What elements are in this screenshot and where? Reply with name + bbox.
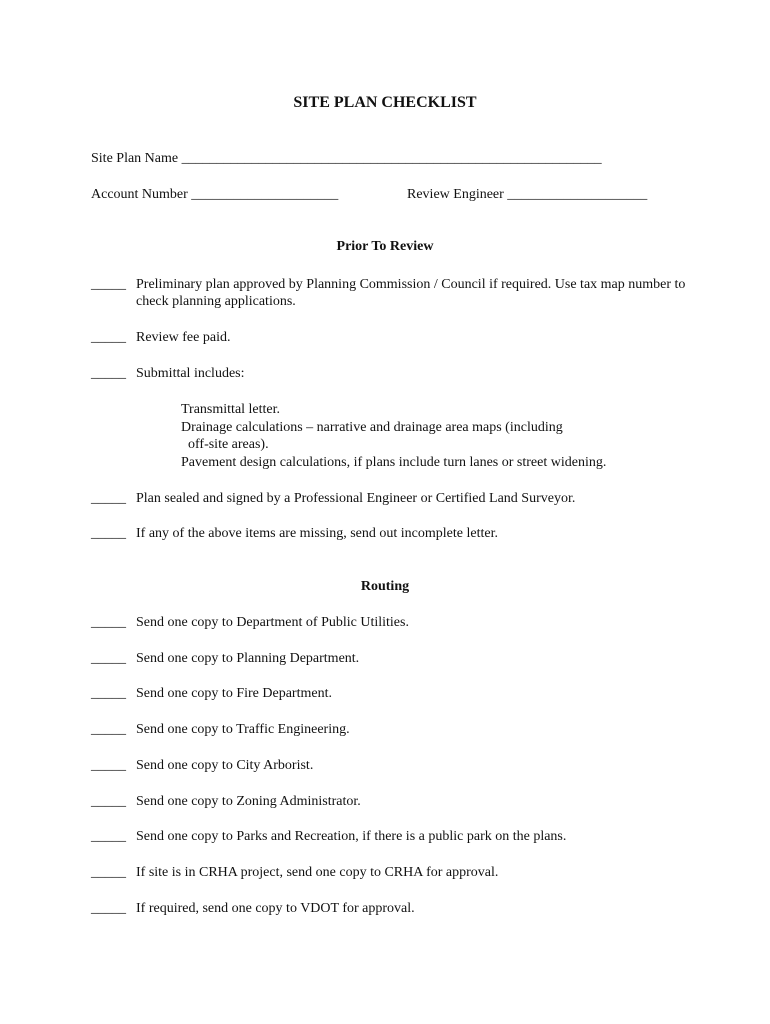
check-blank[interactable]: _____	[91, 794, 126, 809]
submittal-list-item: Drainage calculations – narrative and drainage area maps (including	[181, 419, 563, 435]
item-text: Submittal includes:	[136, 366, 245, 381]
item-text: Review fee paid.	[136, 330, 231, 345]
check-blank[interactable]: _____	[91, 330, 126, 345]
item-text: Send one copy to Zoning Administrator.	[136, 794, 361, 809]
checklist-item	[91, 490, 691, 507]
item-text: If required, send one copy to VDOT for approval.	[136, 901, 415, 916]
check-blank[interactable]: _____	[91, 491, 126, 506]
item-text: Send one copy to Department of Public Utilities.	[136, 615, 409, 630]
check-blank[interactable]: _____	[91, 901, 126, 916]
account-number-field[interactable]: Account Number _____________________	[91, 187, 339, 202]
routing-item	[91, 685, 691, 702]
check-blank[interactable]: _____	[91, 865, 126, 880]
item-text: Plan sealed and signed by a Professional Engineer or Certified Land Surveyor.	[136, 491, 576, 506]
check-blank[interactable]: _____	[91, 651, 126, 666]
site-plan-name-field[interactable]: Site Plan Name ____________________________________________________________	[91, 151, 602, 166]
check-blank[interactable]: _____	[91, 366, 126, 381]
item-text: Send one copy to City Arborist.	[136, 758, 314, 773]
item-text: Send one copy to Traffic Engineering.	[136, 722, 350, 737]
checklist-item	[91, 276, 691, 310]
routing-item	[91, 757, 691, 774]
submittal-list-item: off-site areas).	[181, 437, 269, 452]
check-blank[interactable]: _____	[91, 277, 126, 292]
checklist-item	[91, 329, 691, 346]
item-text: Send one copy to Fire Department.	[136, 686, 332, 701]
check-blank[interactable]: _____	[91, 615, 126, 630]
check-blank[interactable]: _____	[91, 829, 126, 844]
page-title: SITE PLAN CHECKLIST	[293, 94, 477, 111]
check-blank[interactable]: _____	[91, 686, 126, 701]
item-text: If any of the above items are missing, send out incomplete letter.	[136, 526, 498, 541]
routing-item	[91, 793, 691, 810]
checklist-item	[91, 365, 691, 382]
submittal-list-item: Pavement design calculations, if plans include turn lanes or street widening.	[181, 454, 607, 470]
checklist-item	[91, 525, 691, 542]
check-blank[interactable]: _____	[91, 758, 126, 773]
check-blank[interactable]: _____	[91, 722, 126, 737]
submittal-list	[181, 401, 661, 471]
prior-to-review-heading: Prior To Review	[336, 239, 434, 254]
routing-item	[91, 828, 691, 845]
submittal-list-item: Transmittal letter.	[181, 402, 281, 417]
routing-item	[91, 900, 691, 917]
routing-item	[91, 864, 691, 881]
routing-item	[91, 721, 691, 738]
item-text: Preliminary plan approved by Planning Commission / Council if required. Use tax map number to check planning applications.	[136, 277, 686, 309]
review-engineer-field[interactable]: Review Engineer ____________________	[407, 187, 648, 202]
routing-heading: Routing	[360, 579, 410, 594]
routing-item	[91, 650, 691, 667]
item-text: If site is in CRHA project, send one copy to CRHA for approval.	[136, 865, 499, 880]
item-text: Send one copy to Planning Department.	[136, 651, 360, 666]
check-blank[interactable]: _____	[91, 526, 126, 541]
routing-item	[91, 614, 691, 631]
item-text: Send one copy to Parks and Recreation, if there is a public park on the plans.	[136, 829, 567, 844]
